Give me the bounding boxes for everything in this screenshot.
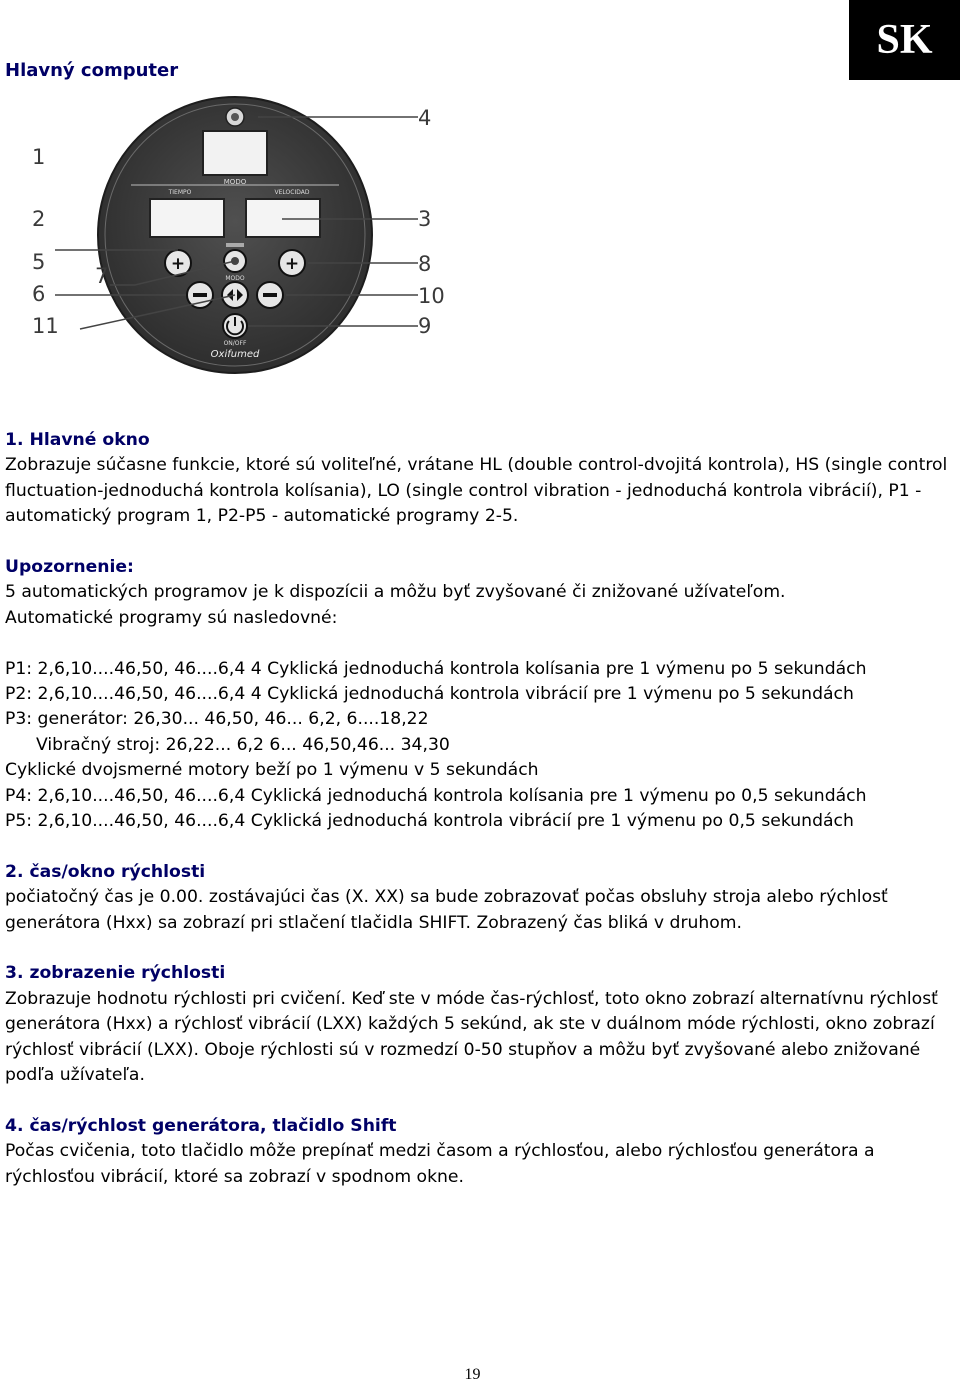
speed-display [246,199,320,237]
program-p2: P2: 2,6,10....46,50, 46....6,4 4 Cyklická jednoduchá kontrola vibrácií pre 1 výmenu po 5 sekundách [5,684,854,705]
speed-minus-button[interactable] [257,282,283,308]
power-label: ON/OFF [223,340,247,347]
program-p3-vibration: Vibračný stroj: 26,22... 6,2 6... 46,50,46... 34,30 [36,734,450,755]
brand-logo: Oxifumed [210,349,260,360]
section-4-title: 4. čas/rýchlost generátora, tlačidlo Shift [5,1115,397,1136]
section-3-body: Zobrazuje hodnotu rýchlosti pri cvičení. Keď ste v móde čas-rýchlosť, toto okno zobrazí alternatívnu rýchlosť generátora (Hxx) a rýchlosť vibrácií (LXX) každých 5 sekúnd, ak ste v duálnom móde rýchlosti, okno zobrazí rýchlosť vibrácií (LXX). Oboje rýchlosti sú v rozmedzí 0-50 stupňov a môžu byť zvyšované alebo znižované podľa užívateľa. [5,988,938,1086]
callout-6: 6 [32,282,46,306]
main-display [203,131,267,175]
callout-10: 10 [418,284,445,308]
callout-1: 1 [32,145,46,169]
display-label-speed: VELOCIDAD [274,189,310,196]
callout-8: 8 [418,252,432,276]
callout-9: 9 [418,314,432,338]
svg-text:+: + [170,254,186,274]
note-line-1: 5 automatických programov je k dispozícii a môžu byť zvyšované či znižované užívateľom. [5,582,786,603]
mode-button-label: MODO [225,275,245,282]
callout-5: 5 [32,250,46,274]
svg-text:+: + [284,254,300,274]
speed-plus-button[interactable] [279,250,305,276]
callout-4: 4 [418,106,432,130]
language-badge: SK [849,0,960,80]
section-4-body: Počas cvičenia, toto tlačidlo môže prepínať medzi časom a rýchlosťou, alebo rýchlosťou generátora a rýchlosťou vibrácií, ktoré sa zobrazí v spodnom okne. [5,1141,875,1187]
section-1-body: Zobrazuje súčasne funkcie, ktoré sú voliteľné, vrátane HL (double control-dvojitá kontrola), HS (single control fluctuation-jednoduchá kontrola kolísania), LO (single control vibration - jednoduchá kontrola vibrácií), P1 - automatický program 1, P2-P5 - automatické programy 2-5. [5,455,948,527]
program-p5: P5: 2,6,10....46,50, 46....6,4 Cyklická jednoduchá kontrola vibrácií pre 1 výmenu po 0,5 sekundách [5,811,854,832]
program-p1: P1: 2,6,10....46,50, 46....6,4 4 Cyklická jednoduchá kontrola kolísania pre 1 výmenu po 5 sekundách [5,658,867,679]
document-body [5,428,950,1190]
callout-7: 7 [95,264,109,288]
time-display [150,199,224,237]
control-panel-figure [30,95,460,385]
power-button[interactable] [223,314,247,338]
callout-11: 11 [32,314,59,338]
program-p3-cycle: Cyklické dvojsmerné motory beží po 1 výmenu v 5 sekundách [5,760,539,781]
display-label-mode: MODO [223,178,247,186]
program-p3-generator: P3: generátor: 26,30... 46,50, 46... 6,2, 6....18,22 [5,709,429,730]
callout-2: 2 [32,207,46,231]
program-p4: P4: 2,6,10....46,50, 46....6,4 Cyklická jednoduchá kontrola kolísania pre 1 výmenu po 0,5 sekundách [5,785,867,806]
page-title: Hlavný computer [5,60,179,81]
section-3-title: 3. zobrazenie rýchlosti [5,963,226,984]
display-label-time: TIEMPO [168,189,192,196]
section-1-title: 1. Hlavné okno [5,430,150,450]
section-2-title: 2. čas/okno rýchlosti [5,861,206,882]
note-title: Upozornenie: [5,557,134,578]
section-2-body: počiatočný čas je 0.00. zostávajúci čas (X. XX) sa bude zobrazovať počas obsluhy stroja alebo rýchlosť generátora (Hxx) sa zobrazí pri stlačení tlačidla SHIFT. Zobrazený čas bliká v druhom. [5,887,888,933]
note-line-2: Automatické programy sú nasledovné: [5,607,338,628]
callout-3: 3 [418,207,432,231]
page-number: 19 [464,1366,481,1383]
